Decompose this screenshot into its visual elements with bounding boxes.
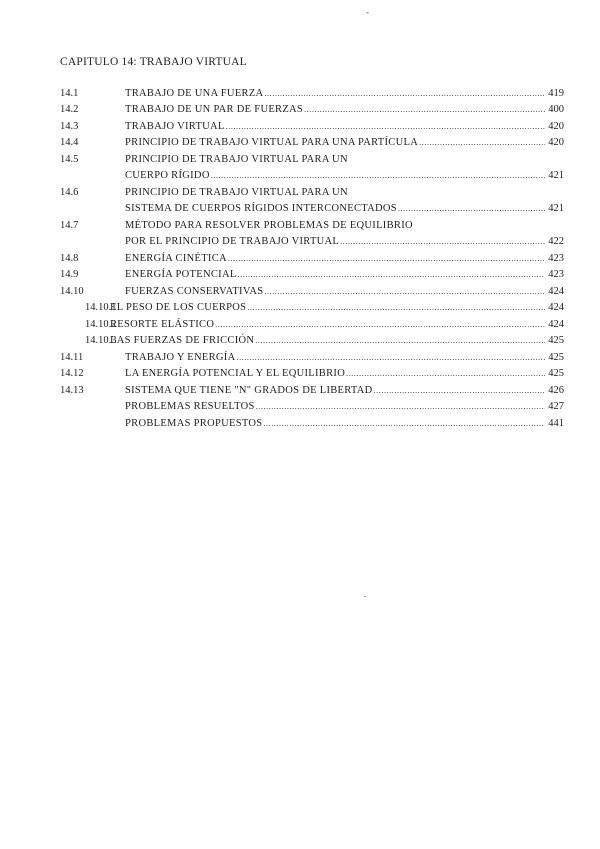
toc-leader xyxy=(346,368,545,380)
toc-number: 14.5 xyxy=(60,153,79,165)
toc-leader xyxy=(304,104,545,116)
toc-entry-14-10-3 xyxy=(60,331,564,348)
toc-page: 420 xyxy=(548,120,564,132)
toc-leader xyxy=(374,385,545,397)
scan-mark-top: - xyxy=(366,7,369,17)
toc-page: 441 xyxy=(548,417,564,429)
toc-title: PRINCIPIO DE TRABAJO VIRTUAL PARA UNA PARTÍCULA xyxy=(125,137,419,148)
toc-title: RESORTE ELÁSTICO xyxy=(110,318,215,330)
toc-number: 14.11 xyxy=(60,351,84,363)
toc-number: 14.4 xyxy=(60,137,79,148)
toc-page: 424 xyxy=(548,302,564,313)
toc-entry-14-10 xyxy=(60,281,564,298)
toc-title: TRABAJO DE UNA FUERZA xyxy=(125,87,264,99)
toc-leader xyxy=(215,319,545,331)
toc-leader xyxy=(226,121,545,133)
toc-entry-14-8 xyxy=(60,248,564,265)
toc-entry-14-5 xyxy=(60,149,564,166)
toc-title: LAS FUERZAS DE FRICCIÓN xyxy=(110,335,255,346)
toc-page: 424 xyxy=(548,318,564,330)
toc-number: 14.10.2 xyxy=(85,318,117,330)
toc-entry-14-12 xyxy=(60,364,564,381)
toc-entry-problemas-propuestos xyxy=(60,413,564,430)
toc-number: 14.8 xyxy=(60,252,79,264)
toc-number: 14.2 xyxy=(60,104,79,115)
toc-number: 14.13 xyxy=(60,384,84,396)
toc-leader xyxy=(256,401,545,413)
toc-leader xyxy=(398,203,545,215)
toc-page: 425 xyxy=(548,351,564,363)
toc-leader xyxy=(264,286,545,298)
toc-leader xyxy=(228,253,545,265)
table-of-contents xyxy=(60,83,564,430)
toc-entry-14-3 xyxy=(60,116,564,133)
scan-mark-mid: . xyxy=(364,589,367,599)
toc-entry-14-6-continued xyxy=(60,199,564,216)
toc-entry-14-7-continued xyxy=(60,232,564,249)
chapter-title: CAPITULO 14: TRABAJO VIRTUAL xyxy=(60,56,247,68)
toc-leader xyxy=(238,269,545,281)
toc-leader xyxy=(247,302,545,314)
toc-title: PRINCIPIO DE TRABAJO VIRTUAL PARA UN xyxy=(125,153,348,165)
toc-leader xyxy=(419,137,545,149)
toc-page: 423 xyxy=(548,252,564,264)
toc-number: 14.7 xyxy=(60,219,79,231)
toc-title: ENERGÍA CINÉTICA xyxy=(125,252,227,264)
toc-title: EL PESO DE LOS CUERPOS xyxy=(110,302,247,313)
toc-title: PROBLEMAS RESUELTOS xyxy=(125,401,255,412)
toc-number: 14.10.3 xyxy=(85,335,117,346)
toc-entry-problemas-resueltos xyxy=(60,397,564,414)
toc-entry-14-10-2 xyxy=(60,314,564,331)
toc-title: PROBLEMAS PROPUESTOS xyxy=(125,417,263,429)
toc-title: CUERPO RÍGIDO xyxy=(125,170,210,181)
toc-leader xyxy=(263,418,545,430)
toc-page: 421 xyxy=(548,170,564,181)
toc-title: ENERGÍA POTENCIAL xyxy=(125,269,237,280)
toc-leader xyxy=(340,236,545,248)
toc-page: 400 xyxy=(548,104,564,115)
toc-page: 425 xyxy=(548,335,564,346)
toc-leader xyxy=(255,335,545,347)
toc-title: FUERZAS CONSERVATIVAS xyxy=(125,285,264,297)
toc-title: PRINCIPIO DE TRABAJO VIRTUAL PARA UN xyxy=(125,186,348,198)
toc-page: 425 xyxy=(548,368,564,379)
toc-entry-14-7 xyxy=(60,215,564,232)
toc-entry-14-1 xyxy=(60,83,564,100)
toc-number: 14.9 xyxy=(60,269,79,280)
toc-page: 424 xyxy=(548,285,564,297)
toc-page: 419 xyxy=(548,87,564,99)
toc-entry-14-6 xyxy=(60,182,564,199)
toc-title: TRABAJO DE UN PAR DE FUERZAS xyxy=(125,104,304,115)
toc-number: 14.6 xyxy=(60,186,79,198)
toc-title: SISTEMA DE CUERPOS RÍGIDOS INTERCONECTADOS xyxy=(125,203,397,214)
toc-entry-14-13 xyxy=(60,380,564,397)
toc-entry-14-10-1 xyxy=(60,298,564,315)
toc-entry-14-5-continued xyxy=(60,166,564,183)
toc-leader xyxy=(236,352,545,364)
toc-number: 14.10.1 xyxy=(85,302,117,313)
toc-entry-14-4 xyxy=(60,133,564,150)
toc-page: 421 xyxy=(548,203,564,214)
toc-entry-14-9 xyxy=(60,265,564,282)
toc-title: POR EL PRINCIPIO DE TRABAJO VIRTUAL xyxy=(125,236,340,247)
toc-number: 14.1 xyxy=(60,87,79,99)
toc-title: LA ENERGÍA POTENCIAL Y EL EQUILIBRIO xyxy=(125,368,346,379)
toc-number: 14.10 xyxy=(60,285,84,297)
toc-title: TRABAJO VIRTUAL xyxy=(125,120,225,132)
toc-entry-14-2 xyxy=(60,100,564,117)
toc-title: SISTEMA QUE TIENE "N" GRADOS DE LIBERTAD xyxy=(125,384,373,396)
toc-page: 420 xyxy=(548,137,564,148)
toc-title: TRABAJO Y ENERGÍA xyxy=(125,351,236,363)
toc-page: 423 xyxy=(548,269,564,280)
toc-title: MÉTODO PARA RESOLVER PROBLEMAS DE EQUILIBRIO xyxy=(125,219,413,231)
toc-number: 14.12 xyxy=(60,368,84,379)
toc-leader xyxy=(264,88,545,100)
toc-page: 426 xyxy=(548,384,564,396)
toc-leader xyxy=(211,170,545,182)
toc-number: 14.3 xyxy=(60,120,79,132)
toc-page: 422 xyxy=(548,236,564,247)
toc-entry-14-11 xyxy=(60,347,564,364)
toc-page: 427 xyxy=(548,401,564,412)
